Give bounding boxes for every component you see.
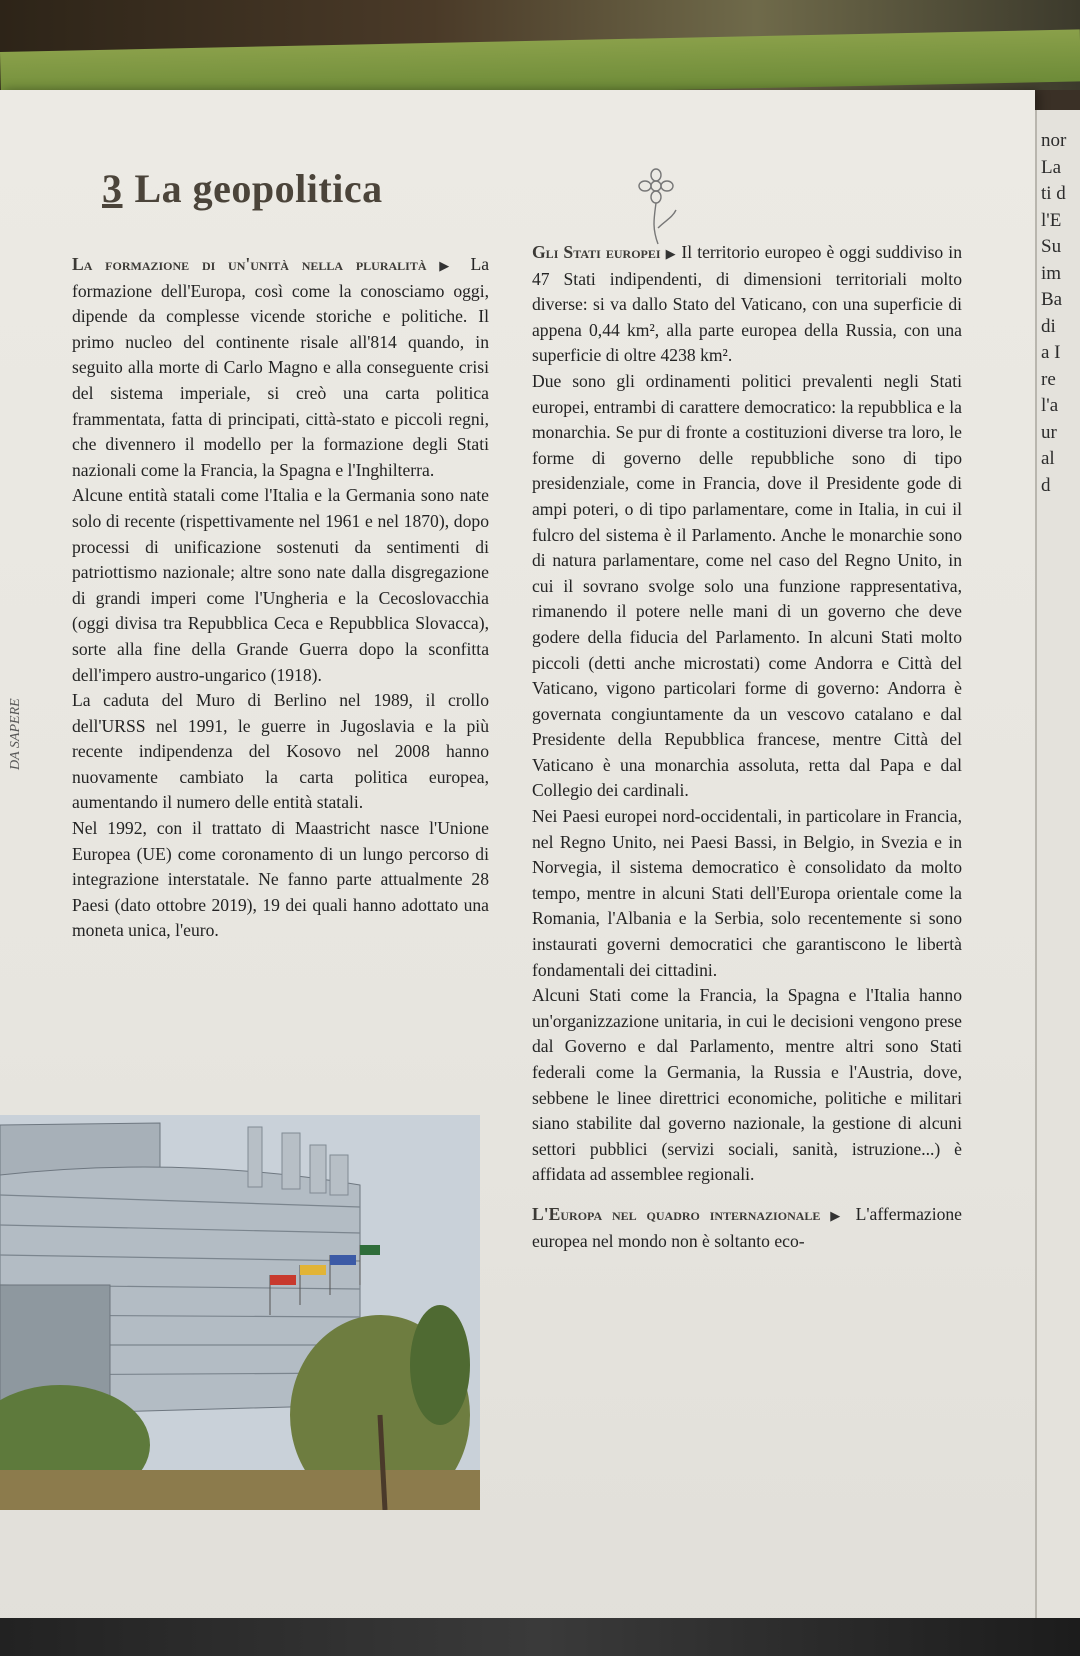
background-bottom — [0, 1618, 1080, 1656]
next-page-fragment: im — [1041, 262, 1062, 284]
flower-doodle-icon — [628, 168, 688, 248]
triangle-arrow-icon: ▶ — [830, 1207, 846, 1223]
section-lead: La formazione di un'unità nella pluralità — [72, 254, 427, 274]
chapter-title: La geopolitica — [134, 166, 383, 211]
chapter-number: 3 — [102, 166, 123, 211]
next-page-fragment: d — [1041, 474, 1051, 496]
paragraph-ordinamenti: Due sono gli ordinamenti politici prevalenti negli Stati europei, entrambi di carattere democratico: la repubblica e la monarchia. Se pur di fronte a costituzioni diverse tra loro, le forme di governo delle repubbliche sono di tipo presidenziale, come in Francia, dove il Presidente gode di ampi poteri, o di tipo parlamentare, come in Italia, in cui il fulcro del sistema è il Parlamento. Anche le monarchie sono di natura parlamentare, come nel caso del Regno Unito, in cui il sovrano svolge solo una funzione rappresentativa, rimanendo il potere nelle mani di un governo che deve godere della fiducia del Parlamento. In alcuni Stati molto piccoli (detti anche microstati) come Andorra e Città del Vaticano, vigono particolari forme di governo: Andorra è governata congiuntamente da un vescovo catalano e dal Presidente della Repubblica francese, mentre Città del Vaticano è una monarchia assoluta, retta dal Papa e dal Collegio dei cardinali. — [532, 370, 962, 801]
next-page-fragment: re — [1041, 368, 1056, 390]
paragraph-quadro-internazionale — [532, 1202, 962, 1254]
paragraph-maastricht: Nel 1992, con il trattato di Maastricht nasce l'Unione Europea (UE) come coronamento di un lungo percorso di integrazione interstatale. Ne fanno parte attualmente 28 Paesi (dato ottobre 2019), 19 dei quali hanno adottato una moneta unica, l'euro. — [72, 818, 489, 941]
triangle-arrow-icon: ▶ — [439, 258, 458, 273]
section-lead: Gli Stati europei — [532, 242, 661, 262]
section-lead: L'Europa nel quadro internazionale — [532, 1203, 821, 1224]
next-page-fragment: La — [1041, 156, 1062, 178]
next-page-fragment: Su — [1041, 236, 1062, 257]
paragraph-stati-europei — [532, 240, 962, 369]
paragraph-nord-occidentali: Nei Paesi europei nord-occidentali, in particolare in Francia, nel Regno Unito, nei Paesi Bassi, in Belgio, in Svezia e in Norvegia, il sistema democratico è consolidato da molto tempo, mentre in alcuni Stati dell'Europa orientale come la Romania, l'Albania e la Serbia, solo recentemente si sono instaurati governi democratici che garantiscono le libertà fondamentali dei cittadini. — [532, 806, 962, 980]
paragraph-text: L'affermazione europea nel mondo non è soltanto eco- — [532, 1203, 962, 1251]
next-page-fragment: al — [1041, 448, 1055, 469]
next-page-fragment: l'E — [1041, 209, 1062, 231]
paragraph-unitaria: Alcuni Stati come la Francia, la Spagna e l'Italia hanno un'organizzazione unitaria, in cui le decisioni vengono prese dal Governo e dal Parlamento, mentre altri sono Stati federali come la Germania, la Russia e l'Austria, dove, sebbene le linee direttrici economiche, politiche e militari siano stabilite dal governo nazionale, la gestione di alcuni settori pubblici (servizi sociali, sanità, istruzione...) è affidata ad assemblee regionali. — [532, 985, 962, 1185]
triangle-arrow-icon: ▶ — [665, 246, 677, 261]
next-page-fragment: ti d — [1041, 183, 1066, 204]
next-page-fragment: l'a — [1041, 395, 1059, 416]
paragraph-text: La formazione dell'Europa, così come la conosciamo oggi, dipende da complesse vicende storiche e politiche. Il primo nucleo del continente risale all'814 quando, in seguito alla morte di Carlo Magno e alla conseguente crisi del sistema imperiale, si creò una carta politica frammentata, fatta di principati, città-stato e piccoli regni, che divennero il modello per la formazione degli Stati nazionali come la Francia, la Spagna e l'Inghilterra. — [72, 254, 490, 480]
european-parliament-photo — [0, 1115, 480, 1510]
paragraph-entita: Alcune entità statali come l'Italia e la Germania sono nate solo di recente (rispettivamente nel 1961 e nel 1870), dopo processi di unificazione sostenuti da sentimenti di patriottismo nazionale; altre sono nate dalla disgregazione di grandi imperi come l'Ungheria e la Cecoslovacchia (oggi divisa tra Repubblica Ceca e Repubblica Slovacca), sorte alla fine della Grande Guerra dopo la sconfitta dell'impero austro-ungarico (1918). — [72, 485, 489, 685]
handwritten-margin-note: DA SAPERE — [8, 698, 23, 770]
paragraph-muro: La caduta del Muro di Berlino nel 1989, il crollo dell'URSS nel 1991, le guerre in Jugoslavia e la più recente indipendenza del Kosovo nel 2008 hanno nuovamente cambiato la carta politica europea, aumentando il numero delle entità statali. — [72, 690, 489, 813]
paragraph-text: Il territorio europeo è oggi suddiviso in 47 Stati indipendenti, di dimensioni territoriali molto diverse: si va dallo Stato del Vaticano, con una superficie di appena 0,44 km², alla parte europea della Russia, con una superficie di oltre 4238 km². — [532, 242, 962, 366]
next-page-fragment: a I — [1041, 342, 1061, 363]
next-page-fragment: nor — [1041, 130, 1067, 151]
next-page-fragment: ur — [1041, 421, 1057, 443]
next-page-fragment: Ba — [1041, 289, 1063, 310]
chapter-heading — [102, 165, 383, 212]
next-page-edge — [1035, 110, 1080, 1656]
right-column — [532, 240, 962, 1254]
left-column — [72, 252, 489, 944]
next-page-fragment: di — [1041, 315, 1056, 337]
paragraph-formazione — [72, 252, 489, 483]
